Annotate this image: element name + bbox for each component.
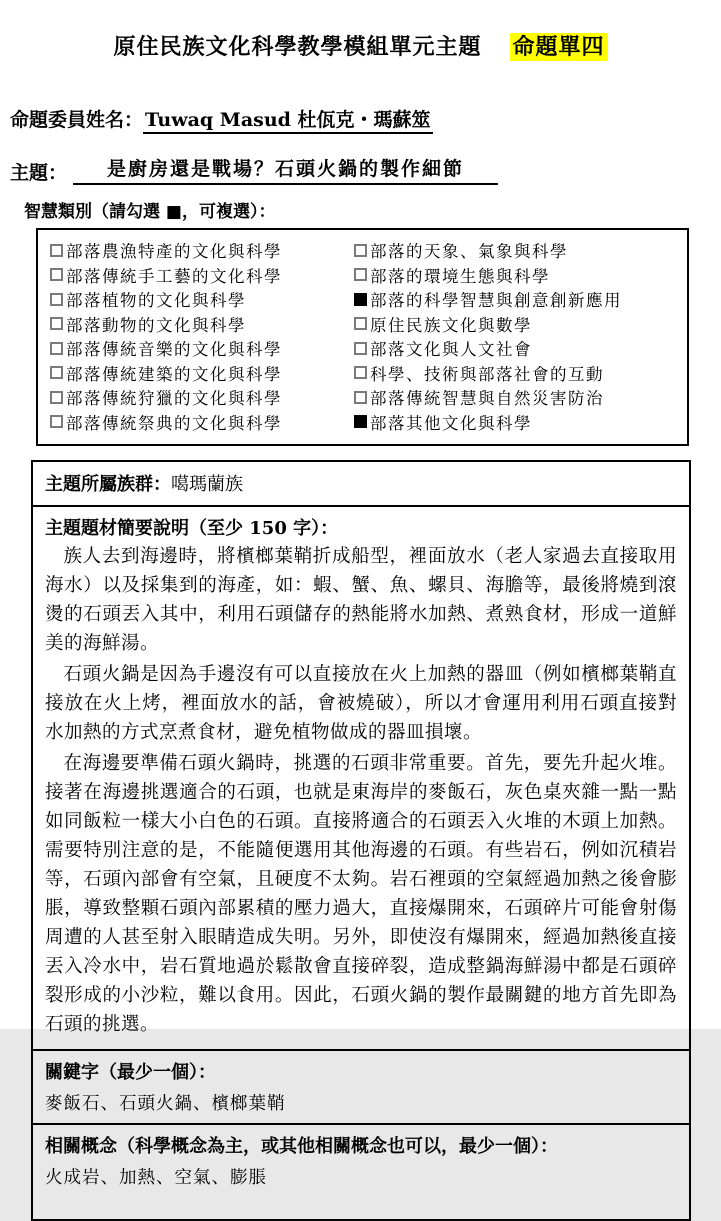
description-paragraph: 石頭火鍋是因為手邊沒有可以直接放在火上加熱的器皿（例如檳榔葉鞘直接放在火上烤，裡面放水的話，會被燒破），所以才會運用利用石頭直接對水加熱的方式烹煮食材，避免植物做成的器皿損壞。 bbox=[45, 664, 677, 743]
ethnic-group-row bbox=[33, 462, 689, 505]
category-label: 部落的科學智慧與創意創新應用 bbox=[370, 291, 622, 311]
checkbox-icon[interactable] bbox=[50, 342, 63, 355]
category-label: 部落農漁特產的文化與科學 bbox=[66, 242, 282, 262]
checkbox-icon[interactable] bbox=[354, 293, 367, 306]
checkbox-icon[interactable] bbox=[354, 342, 367, 355]
committee-name: Tuwaq Masud 杜佤克・瑪蘇筮 bbox=[143, 109, 433, 134]
ethnic-group-value: 噶瑪蘭族 bbox=[171, 474, 243, 495]
category-label: 部落動物的文化與科學 bbox=[66, 315, 246, 335]
committee-label: 命題委員姓名： bbox=[10, 109, 144, 131]
title-highlight-badge: 命題單四 bbox=[510, 33, 608, 61]
keywords-label: 關鍵字（最少一個）： bbox=[45, 1062, 216, 1083]
topic-row bbox=[10, 154, 721, 185]
category-item bbox=[354, 287, 687, 312]
checkbox-icon[interactable] bbox=[50, 293, 63, 306]
checkbox-icon[interactable] bbox=[50, 391, 63, 404]
category-label: 部落植物的文化與科學 bbox=[66, 291, 246, 311]
checkbox-icon[interactable] bbox=[354, 366, 367, 379]
page-title bbox=[0, 0, 721, 61]
category-label: 部落傳統祭典的文化與科學 bbox=[66, 413, 282, 433]
category-item bbox=[354, 361, 687, 386]
keywords-value: 麥飯石、石頭火鍋、檳榔葉鞘 bbox=[45, 1094, 286, 1114]
category-item bbox=[50, 312, 354, 337]
categories-table bbox=[36, 228, 689, 446]
detail-table bbox=[31, 460, 691, 1221]
category-label: 科學、技術與部落社會的互動 bbox=[370, 364, 604, 384]
category-label: 部落其他文化與科學 bbox=[370, 413, 532, 433]
checkbox-icon[interactable] bbox=[354, 317, 367, 330]
category-item bbox=[50, 410, 354, 435]
checkbox-icon[interactable] bbox=[354, 391, 367, 404]
checkbox-icon[interactable] bbox=[50, 415, 63, 428]
checkbox-icon[interactable] bbox=[50, 317, 63, 330]
category-label: 原住民族文化與數學 bbox=[370, 315, 532, 335]
description-label: 主題題材簡要說明（至少 150 字）： bbox=[45, 518, 339, 539]
checkbox-icon[interactable] bbox=[50, 366, 63, 379]
categories-grid bbox=[50, 238, 687, 434]
category-item bbox=[354, 238, 687, 263]
topic-label: 主題： bbox=[10, 162, 68, 184]
category-item bbox=[50, 336, 354, 361]
category-label: 部落的環境生態與科學 bbox=[370, 266, 550, 286]
concepts-label: 相關概念（科學概念為主，或其他相關概念也可以，最少一個）： bbox=[45, 1136, 558, 1157]
categories-heading: 智慧類別（請勾選 ■，可複選）： bbox=[24, 202, 276, 222]
category-item bbox=[50, 263, 354, 288]
category-item bbox=[50, 287, 354, 312]
category-label: 部落傳統智慧與自然災害防治 bbox=[370, 389, 604, 409]
committee-row bbox=[10, 105, 721, 132]
category-item bbox=[354, 263, 687, 288]
checkbox-icon[interactable] bbox=[354, 268, 367, 281]
checkbox-icon[interactable] bbox=[354, 415, 367, 428]
topic-value: 是廚房還是戰場？石頭火鍋的製作細節 bbox=[73, 154, 498, 185]
category-item bbox=[50, 361, 354, 386]
category-item bbox=[354, 336, 687, 361]
category-item bbox=[354, 312, 687, 337]
category-label: 部落傳統音樂的文化與科學 bbox=[66, 340, 282, 360]
description-paragraph: 族人去到海邊時，將檳榔葉鞘折成船型，裡面放水（老人家過去直接取用海水）以及採集到的海產，如：蝦、蟹、魚、螺貝、海膽等，最後將燒到滾燙的石頭丟入其中，利用石頭儲存的熱能將水加熱、煮熟食材，形成一道鮮美的海鮮湯。 bbox=[45, 546, 677, 654]
category-item bbox=[354, 410, 687, 435]
category-item bbox=[50, 385, 354, 410]
category-label: 部落的天象、氣象與科學 bbox=[370, 242, 568, 262]
concepts-section bbox=[33, 1123, 689, 1219]
category-label: 部落文化與人文社會 bbox=[370, 340, 532, 360]
category-item bbox=[50, 238, 354, 263]
concepts-value: 火成岩、加熱、空氣、膨脹 bbox=[45, 1168, 267, 1188]
description-section bbox=[33, 505, 689, 1049]
category-label: 部落傳統狩獵的文化與科學 bbox=[66, 389, 282, 409]
checkbox-icon[interactable] bbox=[50, 244, 63, 257]
category-label: 部落傳統手工藝的文化科學 bbox=[66, 266, 282, 286]
keywords-section bbox=[33, 1049, 689, 1123]
checkbox-icon[interactable] bbox=[50, 268, 63, 281]
checkbox-icon[interactable] bbox=[354, 244, 367, 257]
ethnic-group-colon: ： bbox=[153, 474, 171, 495]
category-item bbox=[354, 385, 687, 410]
description-paragraph: 在海邊要準備石頭火鍋時，挑選的石頭非常重要。首先，要先升起火堆。接著在海邊挑選適合的石頭，也就是東海岸的麥飯石，灰色桌夾雜一點一點如同飯粒一樣大小白色的石頭。直接將適合的石頭丟入火堆的木頭上加熱。需要特別注意的是，不能隨便選用其他海邊的石頭。有些岩石，例如沉積岩等，石頭內部會有空氣，且硬度不太夠。岩石裡頭的空氣經過加熱之後會膨脹，導致整顆石頭內部累積的壓力過大，直接爆開來，石頭碎片可能會射傷周遭的人甚至射入眼睛造成失明。另外，即使沒有爆開來，經過加熱後直接丟入冷水中，岩石質地過於鬆散會直接碎裂，造成整鍋海鮮湯中都是石頭碎裂形成的小沙粒，難以食用。因此，石頭火鍋的製作最關鍵的地方首先即為石頭的挑選。 bbox=[45, 753, 677, 1035]
title-text: 原住民族文化科學教學模組單元主題 bbox=[113, 34, 482, 60]
category-label: 部落傳統建築的文化與科學 bbox=[66, 364, 282, 384]
ethnic-group-label: 主題所屬族群 bbox=[45, 474, 153, 495]
